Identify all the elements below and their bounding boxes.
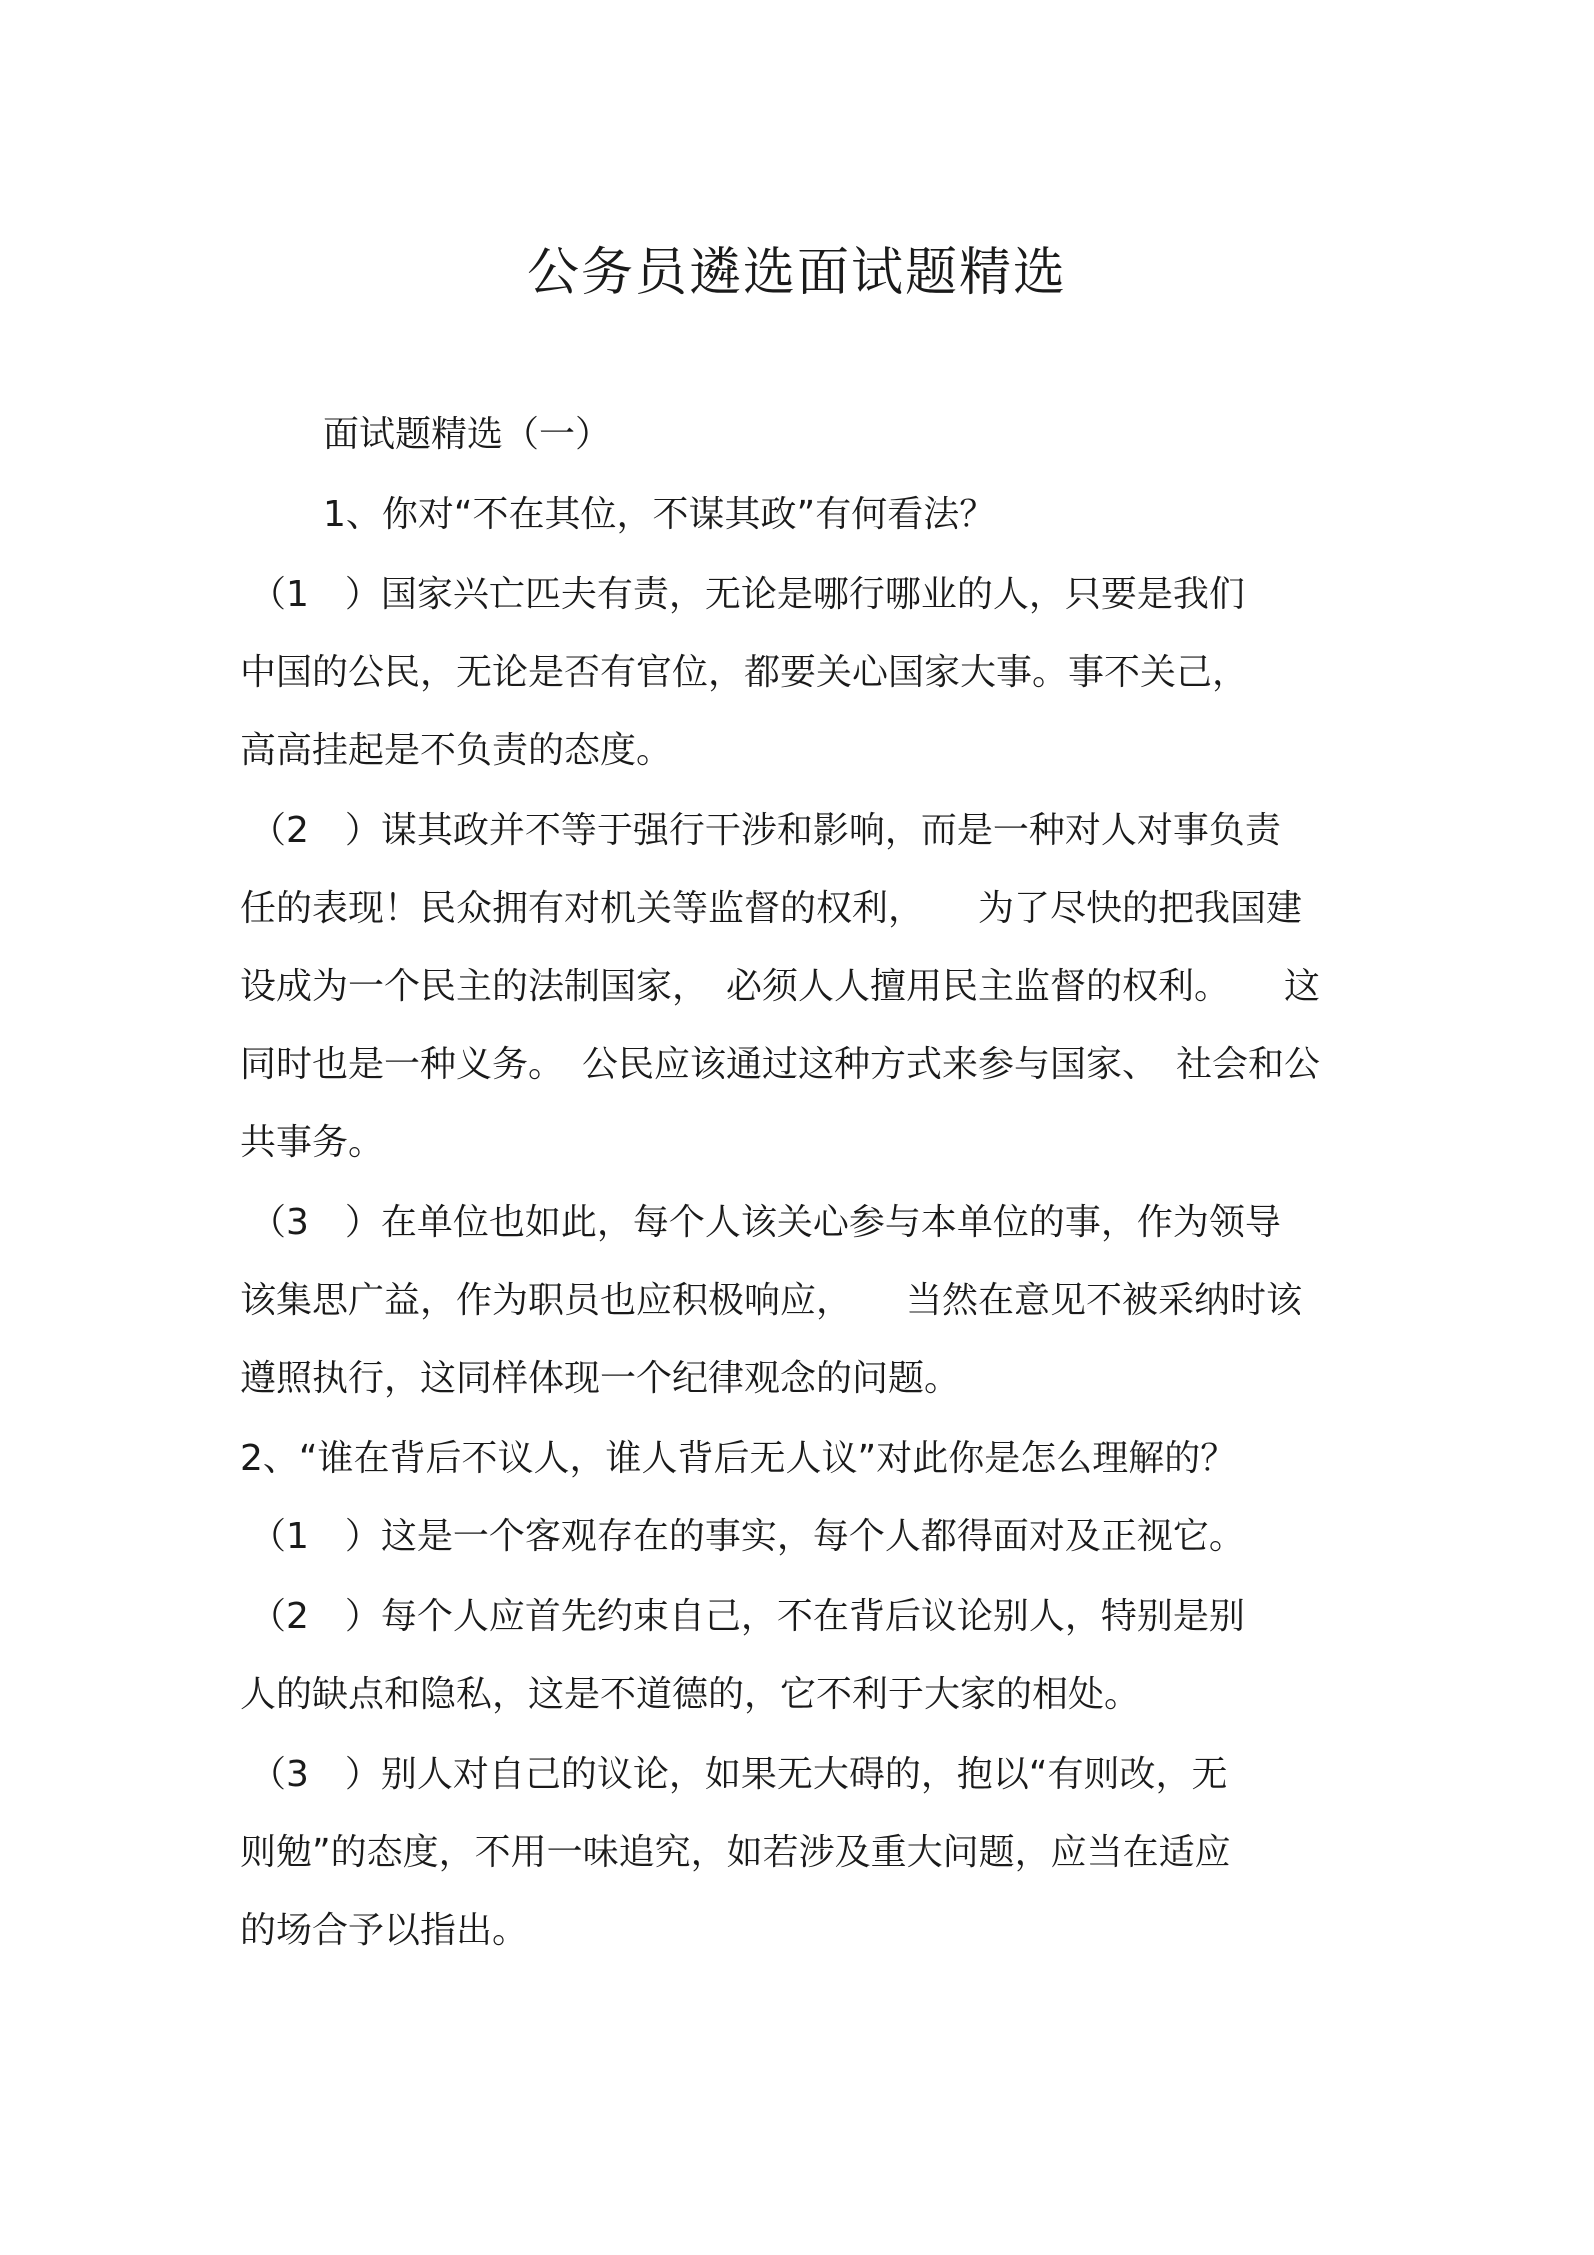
q1-answer-2-line-3: 设成为一个民主的法制国家， 必须人人擅用民主监督的权利。 这 (240, 966, 1321, 1007)
q2-answer-1-line-1: （1 ）这是一个客观存在的事实，每个人都得面对及正视它。 (250, 1516, 1245, 1557)
q1-answer-1-line-1: （1 ）国家兴亡匹夫有责，无论是哪行哪业的人，只要是我们 (250, 574, 1245, 615)
question-2: 2、“谁在背后不议人，谁人背后无人议”对此你是怎么理解的？ (240, 1438, 1237, 1479)
q2-answer-2-line-1: （2 ）每个人应首先约束自己，不在背后议论别人，特别是别 (250, 1596, 1245, 1637)
q1-answer-2-line-2: 任的表现！民众拥有对机关等监督的权利， 为了尽快的把我国建 (240, 888, 1303, 929)
q2-answer-2-line-2: 人的缺点和隐私，这是不道德的，它不利于大家的相处。 (240, 1674, 1141, 1715)
q1-answer-1-line-3: 高高挂起是不负责的态度。 (240, 730, 673, 771)
q2-answer-3-line-2: 则勉”的态度，不用一味追究，如若涉及重大问题，应当在适应 (240, 1832, 1231, 1873)
q1-answer-1-line-2: 中国的公民，无论是否有官位，都要关心国家大事。事不关己， (240, 652, 1249, 693)
q1-answer-3-line-2: 该集思广益，作为职员也应积极响应， 当然在意见不被采纳时该 (240, 1280, 1303, 1321)
q2-answer-3-line-3: 的场合予以指出。 (240, 1910, 529, 1951)
q2-answer-3-line-1: （3 ）别人对自己的议论，如果无大碍的，抱以“有则改，无 (250, 1754, 1228, 1795)
question-1: 1、你对“不在其位，不谋其政”有何看法？ (323, 494, 996, 535)
q1-answer-3-line-1: （3 ）在单位也如此，每个人该关心参与本单位的事，作为领导 (250, 1202, 1281, 1243)
q1-answer-3-line-3: 遵照执行，这同样体现一个纪律观念的问题。 (240, 1358, 961, 1399)
q1-answer-2-line-5: 共事务。 (240, 1122, 385, 1163)
section-heading: 面试题精选（一） (323, 414, 612, 455)
page-title: 公务员遴选面试题精选 (526, 243, 1067, 303)
q1-answer-2-line-4: 同时也是一种义务。 公民应该通过这种方式来参与国家、 社会和公 (240, 1044, 1321, 1085)
q1-answer-2-line-1: （2 ）谋其政并不等于强行干涉和影响，而是一种对人对事负责 (250, 810, 1281, 851)
